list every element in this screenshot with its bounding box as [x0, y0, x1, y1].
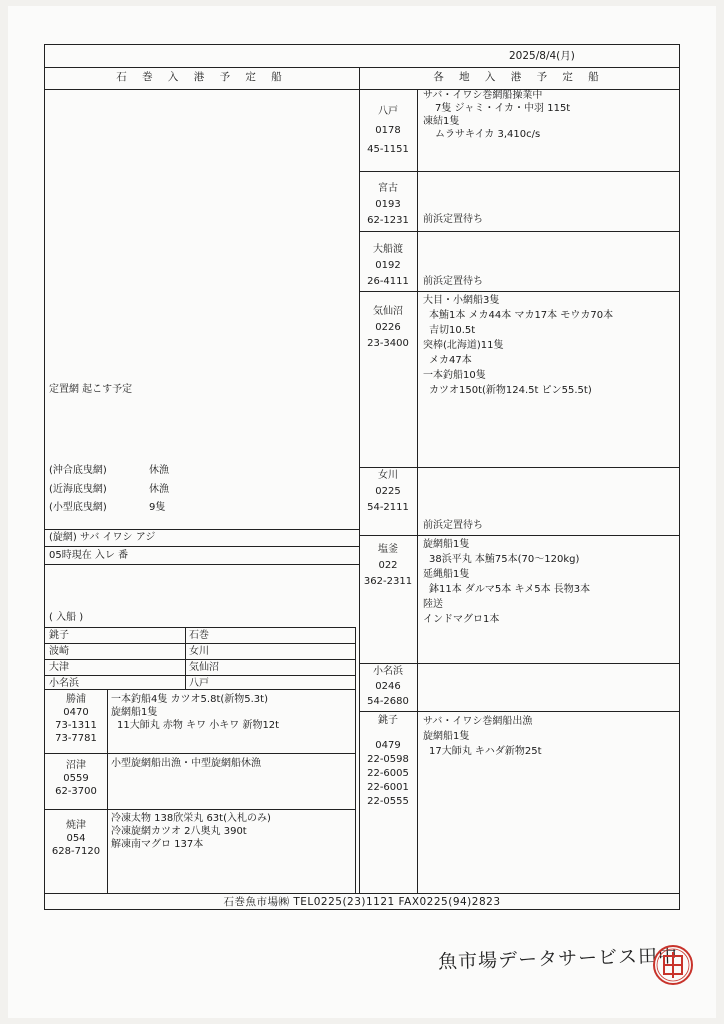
port-name: 勝浦: [66, 694, 86, 705]
report-sheet: [44, 44, 680, 910]
port-tel: 54-2111: [367, 502, 409, 513]
report-line: 小型旋網船出漁・中型旋網船休漁: [111, 758, 261, 769]
port-choshi: [359, 714, 417, 809]
port-name: 塩釜: [378, 544, 398, 555]
report-line: 11大師丸 赤物 キワ 小キワ 新物12t: [117, 720, 280, 731]
rule: [45, 893, 679, 894]
report-line: サバ・イワシ巻網船出漁: [423, 716, 533, 727]
port-tel: 62-1231: [367, 215, 409, 226]
port-tel: 73-7781: [55, 733, 97, 744]
report-line: 旋網船1隻: [111, 707, 158, 718]
shiogama-report: [423, 537, 590, 627]
port-shiogama: [359, 543, 417, 588]
report-line: 解凍南マグロ 137本: [111, 839, 204, 850]
report-line: カツオ150t(新物124.5t ピン55.5t): [429, 385, 592, 396]
rule: [45, 529, 359, 530]
report-line: 大目・小網船3隻: [423, 295, 500, 306]
port-tel: 054: [66, 833, 86, 844]
trawl-coastal-name: (近海底曳網): [49, 484, 107, 495]
report-line: 旋網船1隻: [423, 731, 470, 742]
port-tel: 0479: [375, 740, 401, 751]
rule: [45, 659, 355, 660]
report-line: 一本釣船4隻 カツオ5.8t(新物5.3t): [111, 694, 268, 705]
rule: [359, 711, 679, 712]
numazu-report: [111, 757, 261, 770]
rule: [45, 675, 355, 676]
port-label-divider: [417, 89, 418, 893]
arrival-label: ( 入船 ): [49, 612, 84, 623]
port-name: 気仙沼: [373, 306, 403, 317]
port-name: 八戸: [378, 106, 398, 117]
rule: [45, 627, 355, 628]
port-tel: 0178: [375, 125, 401, 136]
port-tel: 022: [378, 560, 398, 571]
report-line: 7隻 ジャミ・イカ・中羽 115t: [435, 103, 571, 114]
purse-seine-status: 05時現在 入レ 番: [49, 550, 129, 561]
port-tel: 0470: [63, 707, 89, 718]
report-line: サバ・イワシ巻網船操業中: [423, 90, 543, 101]
port-tel: 0226: [375, 322, 401, 333]
rule: [45, 753, 355, 754]
report-line: 陸送: [423, 599, 443, 610]
report-line: メカ47本: [429, 355, 472, 366]
port-miyako: [359, 182, 417, 227]
port-tel: 0193: [375, 199, 401, 210]
port-name: 焼津: [66, 820, 86, 831]
ofunato-report: 前浜定置待ち: [423, 276, 483, 287]
choshi-report: [423, 714, 542, 759]
purse-seine-species: (旋網) サバ イワシ アジ: [49, 532, 156, 543]
port-name: 女川: [378, 470, 398, 481]
kesennuma-report: [423, 293, 613, 398]
port-block-edge: [355, 689, 356, 893]
rule: [359, 171, 679, 172]
rule: [359, 663, 679, 664]
port-katsuura: [45, 693, 107, 745]
report-line: 冷凍旋網カツオ 2八奥丸 390t: [111, 826, 247, 837]
port-tel: 26-4111: [367, 276, 409, 287]
port-onagawa: [359, 469, 417, 514]
report-line: 凍結1隻: [423, 116, 460, 127]
grid-port: 気仙沼: [189, 662, 219, 673]
grid-port: 八戸: [189, 678, 209, 689]
port-numazu: [45, 759, 107, 798]
port-tel: 54-2680: [367, 696, 409, 707]
port-tel: 22-6001: [367, 782, 409, 793]
report-line: ムラサキイカ 3,410c/s: [435, 129, 541, 140]
port-tel: 0559: [63, 773, 89, 784]
report-line: 本鮪1本 メカ44本 マカ17本 モウカ70本: [429, 310, 614, 321]
port-label-divider: [107, 689, 108, 893]
trawl-offshore-name: (沖合底曳網): [49, 465, 107, 476]
port-tel: 0225: [375, 486, 401, 497]
port-tel: 362-2311: [363, 576, 413, 587]
port-tel: 22-0598: [367, 754, 409, 765]
port-tel: 0192: [375, 260, 401, 271]
set-net-note: 定置網 起こす予定: [49, 384, 133, 395]
port-name: 沼津: [66, 760, 86, 771]
grid-divider: [355, 627, 356, 689]
port-name: 小名浜: [373, 666, 403, 677]
rule: [359, 535, 679, 536]
report-line: 17大師丸 キハダ新物25t: [429, 746, 542, 757]
rule: [45, 89, 679, 90]
handwritten-signature: 魚市場データサービス田中: [437, 944, 679, 974]
report-line: 38浜平丸 本鮪75本(70～120kg): [429, 554, 580, 565]
rule: [45, 546, 359, 547]
yaizu-report: [111, 812, 271, 851]
grid-port: 小名浜: [49, 678, 79, 689]
seal-stamp-icon: [652, 944, 694, 986]
port-tel: 62-3700: [55, 786, 97, 797]
rule: [359, 291, 679, 292]
port-tel: 73-1311: [55, 720, 97, 731]
rule: [45, 564, 359, 565]
katsuura-report: [111, 693, 279, 732]
report-line: 冷凍太物 138欣栄丸 63t(入札のみ): [111, 813, 271, 824]
port-tel: 0246: [375, 681, 401, 692]
report-line: 吉切10.5t: [429, 325, 476, 336]
port-name: 銚子: [378, 715, 398, 726]
trawl-small-status: 9隻: [149, 502, 166, 513]
miyako-report: 前浜定置待ち: [423, 214, 483, 225]
report-line: 一本釣船10隻: [423, 370, 486, 381]
onagawa-report: 前浜定置待ち: [423, 520, 483, 531]
report-date: 2025/8/4(月): [509, 50, 575, 62]
grid-port: 波崎: [49, 646, 69, 657]
grid-port: 石巻: [189, 630, 209, 641]
trawl-small-name: (小型底曳網): [49, 502, 107, 513]
rule: [359, 231, 679, 232]
grid-divider: [185, 627, 186, 689]
grid-port: 女川: [189, 646, 209, 657]
trawl-coastal-status: 休漁: [149, 484, 169, 495]
hachinohe-report: [423, 89, 570, 141]
port-tel: 22-6005: [367, 768, 409, 779]
grid-port: 銚子: [49, 630, 69, 641]
port-tel: 45-1151: [367, 144, 409, 155]
port-tel: 628-7120: [51, 846, 101, 857]
port-tel: 23-3400: [367, 338, 409, 349]
trawl-offshore-status: 休漁: [149, 465, 169, 476]
grid-port: 大津: [49, 662, 69, 673]
port-name: 大船渡: [373, 244, 403, 255]
footer-contact: 石巻魚市場㈱ TEL0225(23)1121 FAX0225(94)2823: [223, 896, 501, 908]
rule: [45, 809, 355, 810]
port-hachinohe: [359, 105, 417, 156]
port-onahama: [359, 665, 417, 708]
report-line: 鉢11本 ダルマ5本 キメ5本 長物3本: [429, 584, 591, 595]
header-ishinomaki: 石 巻 入 港 予 定 船: [116, 71, 288, 83]
report-line: 突棒(北海道)11隻: [423, 340, 504, 351]
report-line: インドマグロ1本: [423, 614, 500, 625]
rule: [45, 643, 355, 644]
report-line: 延縄船1隻: [423, 569, 470, 580]
port-tel: 22-0555: [367, 796, 409, 807]
port-kesennuma: [359, 305, 417, 350]
report-line: 旋網船1隻: [423, 539, 470, 550]
rule: [359, 467, 679, 468]
port-name: 宮古: [378, 183, 398, 194]
port-ofunato: [359, 243, 417, 288]
rule: [45, 67, 679, 68]
header-other-ports: 各 地 入 港 予 定 船: [433, 71, 605, 83]
port-yaizu: [45, 819, 107, 858]
